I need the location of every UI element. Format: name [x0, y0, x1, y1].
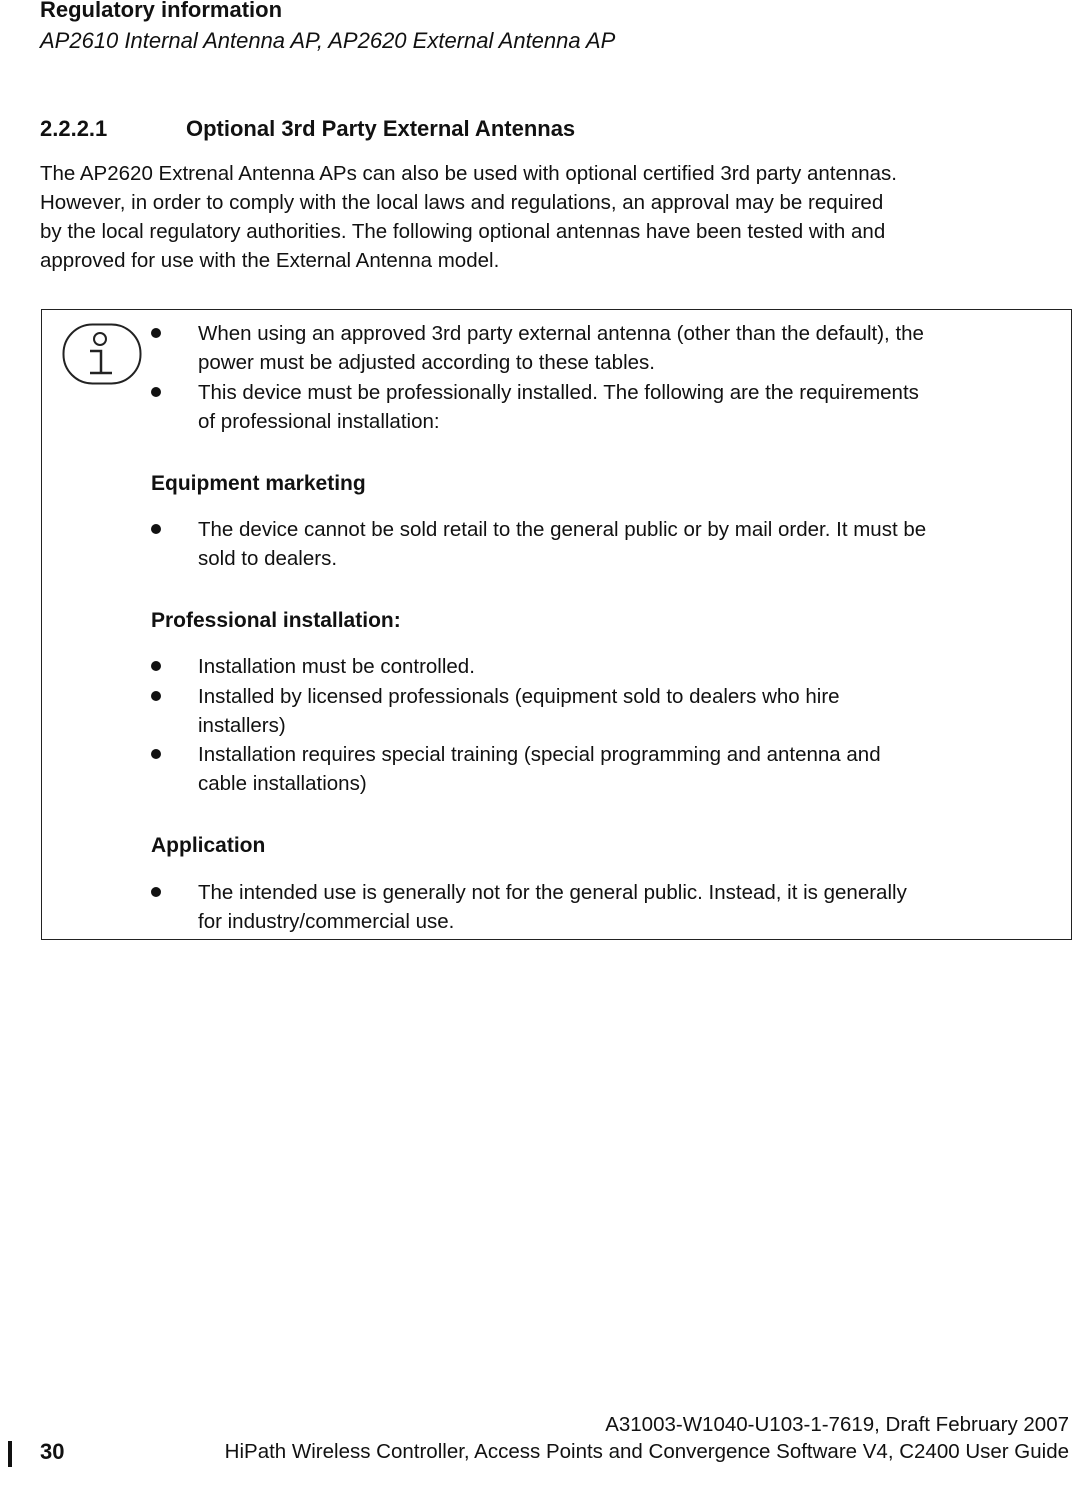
bullet-line: Installation must be controlled.: [198, 655, 475, 678]
bullet-line: sold to dealers.: [198, 547, 338, 570]
application-heading: Application: [151, 834, 266, 857]
bullet-icon: [151, 749, 161, 759]
section-title: Optional 3rd Party External Antennas: [186, 116, 576, 141]
footer-document-id: A31003-W1040-U103-1-7619, Draft February 2007: [605, 1413, 1069, 1436]
bullet-icon: [151, 691, 161, 701]
info-icon: [62, 323, 142, 385]
bullet-line: power must be adjusted according to these tables.: [198, 351, 655, 374]
bullet-line: Installed by licensed professionals (equipment sold to dealers who hire: [198, 685, 840, 708]
bullet-icon: [151, 661, 161, 671]
running-header-subtitle: AP2610 Internal Antenna AP, AP2620 External Antenna AP: [40, 28, 616, 53]
professional-installation-heading: Professional installation:: [151, 609, 401, 632]
bullet-line: This device must be professionally installed. The following are the requirements: [198, 381, 919, 404]
bullet-icon: [151, 524, 161, 534]
intro-line: However, in order to comply with the local laws and regulations, an approval may be required: [40, 191, 884, 214]
bullet-icon: [151, 387, 161, 397]
intro-line: The AP2620 Extrenal Antenna APs can also be used with optional certified 3rd party antennas.: [40, 162, 898, 185]
change-bar: [8, 1441, 12, 1467]
bullet-line: of professional installation:: [198, 410, 440, 433]
bullet-line: The device cannot be sold retail to the general public or by mail order. It must be: [198, 518, 927, 541]
intro-line: by the local regulatory authorities. The following optional antennas have been tested with and: [40, 220, 886, 243]
bullet-line: installers): [198, 714, 286, 737]
bullet-line: cable installations): [198, 772, 367, 795]
bullet-line: for industry/commercial use.: [198, 910, 455, 933]
intro-line: approved for use with the External Antenna model.: [40, 249, 500, 272]
bullet-line: The intended use is generally not for the general public. Instead, it is generally: [198, 881, 907, 904]
running-header-title: Regulatory information: [40, 0, 283, 22]
bullet-line: When using an approved 3rd party external antenna (other than the default), the: [198, 322, 924, 345]
bullet-line: Installation requires special training (special programming and antenna and: [198, 743, 881, 766]
bullet-icon: [151, 887, 161, 897]
bullet-icon: [151, 328, 161, 338]
page-number: 30: [40, 1439, 65, 1464]
equipment-marketing-heading: Equipment marketing: [151, 472, 366, 495]
footer-guide-title: HiPath Wireless Controller, Access Points and Convergence Software V4, C2400 User Guide: [224, 1440, 1069, 1463]
section-number: 2.2.2.1: [40, 116, 108, 141]
intro-paragraph: [40, 159, 1066, 275]
